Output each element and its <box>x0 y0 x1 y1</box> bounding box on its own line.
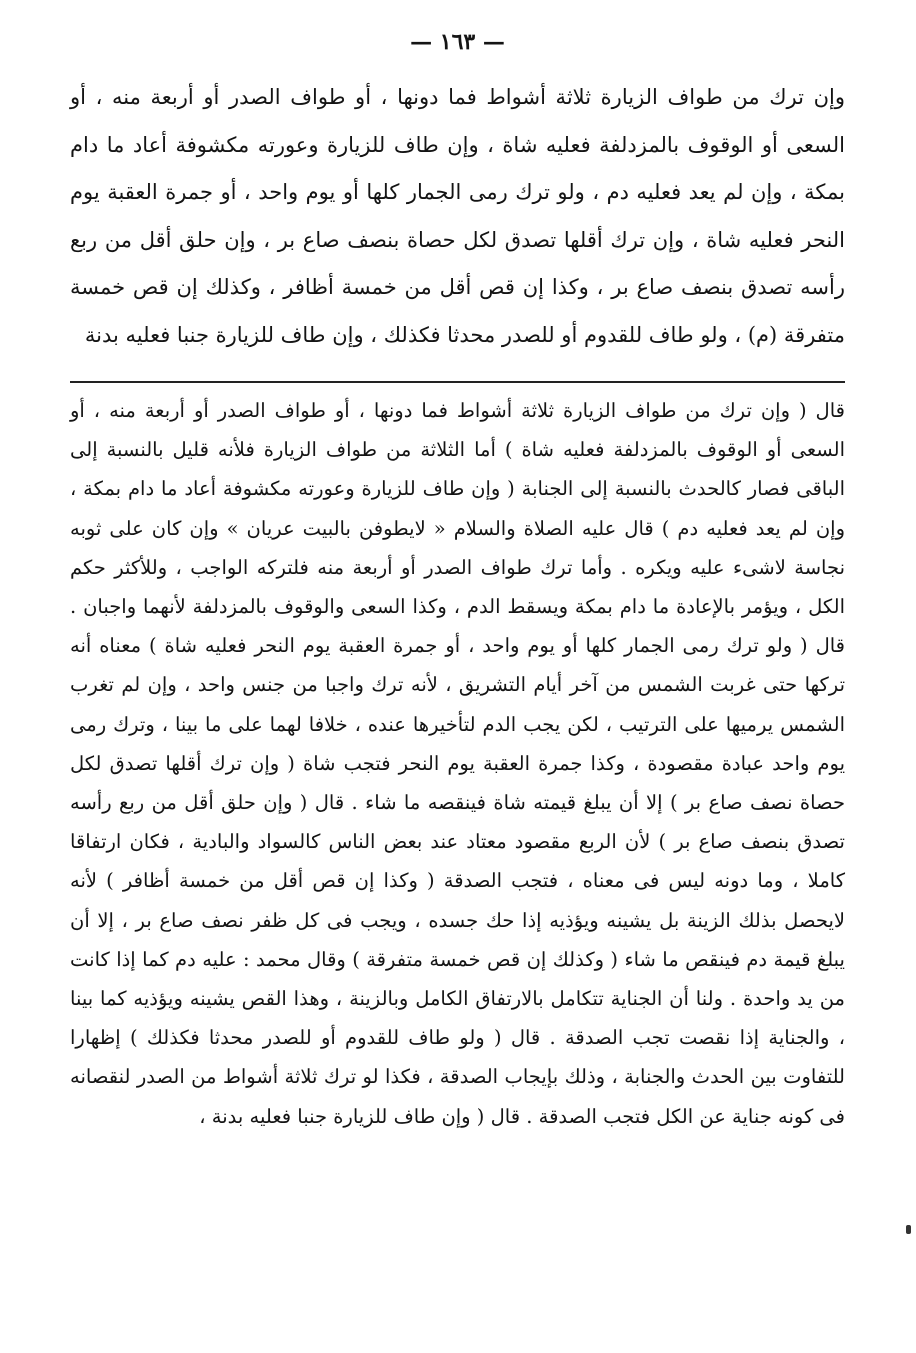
page-number: — ١٦٣ — <box>410 29 505 55</box>
sharh-commentary: قال ( وإن ترك من طواف الزيارة ثلاثة أشواط فما دونها ، أو طواف الصدر أو أربعة منه ، أو السعى أو الوقوف بالمزدلفة فعليه شاة ) أما الثلاثة من طواف الزيارة فلأنه قليل بالنسبة إلى الباقى فصار كالحدث بالنسبة إلى الجنابة ( وإن طاف للزيارة وعورته مكشوفة أعاد ما دام بمكة ، وإن لم يعد فعليه دم ) قال عليه الصلاة والسلام « لايطوفن بالبيت عريان » وإن كان على ثوبه نجاسة لاشىء عليه ويكره . وأما ترك طواف الصدر أو أربعة منه فلتركه الواجب ، وللأكثر حكم الكل ، ويؤمر بالإعادة ما دام بمكة ويسقط الدم ، وكذا السعى والوقوف بالمزدلفة لأنهما واجبان . قال ( ولو ترك رمى الجمار كلها أو يوم واحد ، أو جمرة العقبة يوم النحر فعليه شاة ) معناه أنه تركها حتى غربت الشمس من آخر أيام التشريق ، لأنه ترك واجبا من جنس واحد ، وإن لم تغرب الشمس يرميها على الترتيب ، لكن يجب الدم لتأخيرها عنده ، خلافا لهما على ما بينا ، وترك رمى يوم واحد عبادة مقصودة ، وكذا جمرة العقبة يوم النحر فتجب شاة ( وإن ترك أقلها تصدق لكل حصاة نصف صاع بر ) إلا أن يبلغ قيمته شاة فينقصه ما شاء . قال ( وإن حلق أقل من ربع رأسه تصدق بنصف صاع بر ) لأن الربع مقصود معتاد عند بعض الناس كالسواد والبادية ، فكان ارتفاقا كاملا ، وما دونه ليس فى معناه ، فتجب الصدقة ( وكذا إن قص أقل من خمسة أظافر ) لأنه لايحصل بذلك الزينة بل يشينه ويؤذيه إذا حك جسده ، ويجب فى كل ظفر نصف صاع بر ، إلا أن يبلغ قيمة دم فينقص ما شاء ( وكذلك إن قص خمسة متفرقة ) وقال محمد : عليه دم كما إذا كانت من يد واحدة . ولنا أن الجناية تتكامل بالارتفاق الكامل وبالزينة ، وهذا القص يشينه ويؤذيه كما بينا ، والجناية إذا نقصت تجب الصدقة . قال ( ولو طاف للقدوم أو للصدر محدثا فكذلك ) إظهارا للتفاوت بين الحدث والجنابة ، وذلك بإيجاب الصدقة ، فكذا لو ترك ثلاثة أشواط من الصدر لنقصانه فى كونه جناية عن الكل فتجب الصدقة . قال ( وإن طاف للزيارة جنبا فعليه بدنة ، <box>70 399 845 1128</box>
section-divider <box>70 381 845 383</box>
matn-text: وإن ترك من طواف الزيارة ثلاثة أشواط فما دونها ، أو طواف الصدر أو أربعة منه ، أو السعى أو الوقوف بالمزدلفة فعليه شاة ، وإن طاف للزيارة وعورته مكشوفة أعاد ما دام بمكة ، وإن لم يعد فعليه دم ، ولو ترك رمى الجمار كلها أو يوم واحد ، أو جمرة العقبة يوم النحر فعليه شاة ، وإن ترك أقلها تصدق لكل حصاة بنصف صاع بر ، وإن حلق أقل من ربع رأسه تصدق بنصف صاع بر ، وكذا إن قص أقل من خمسة أظافر ، وكذلك إن قص خمسة متفرقة (م) ، ولو طاف للقدوم أو للصدر محدثا فكذلك ، وإن طاف للزيارة جنبا فعليه بدنة <box>70 85 846 347</box>
book-page <box>70 22 845 1332</box>
margin-ink-mark <box>906 1225 911 1234</box>
